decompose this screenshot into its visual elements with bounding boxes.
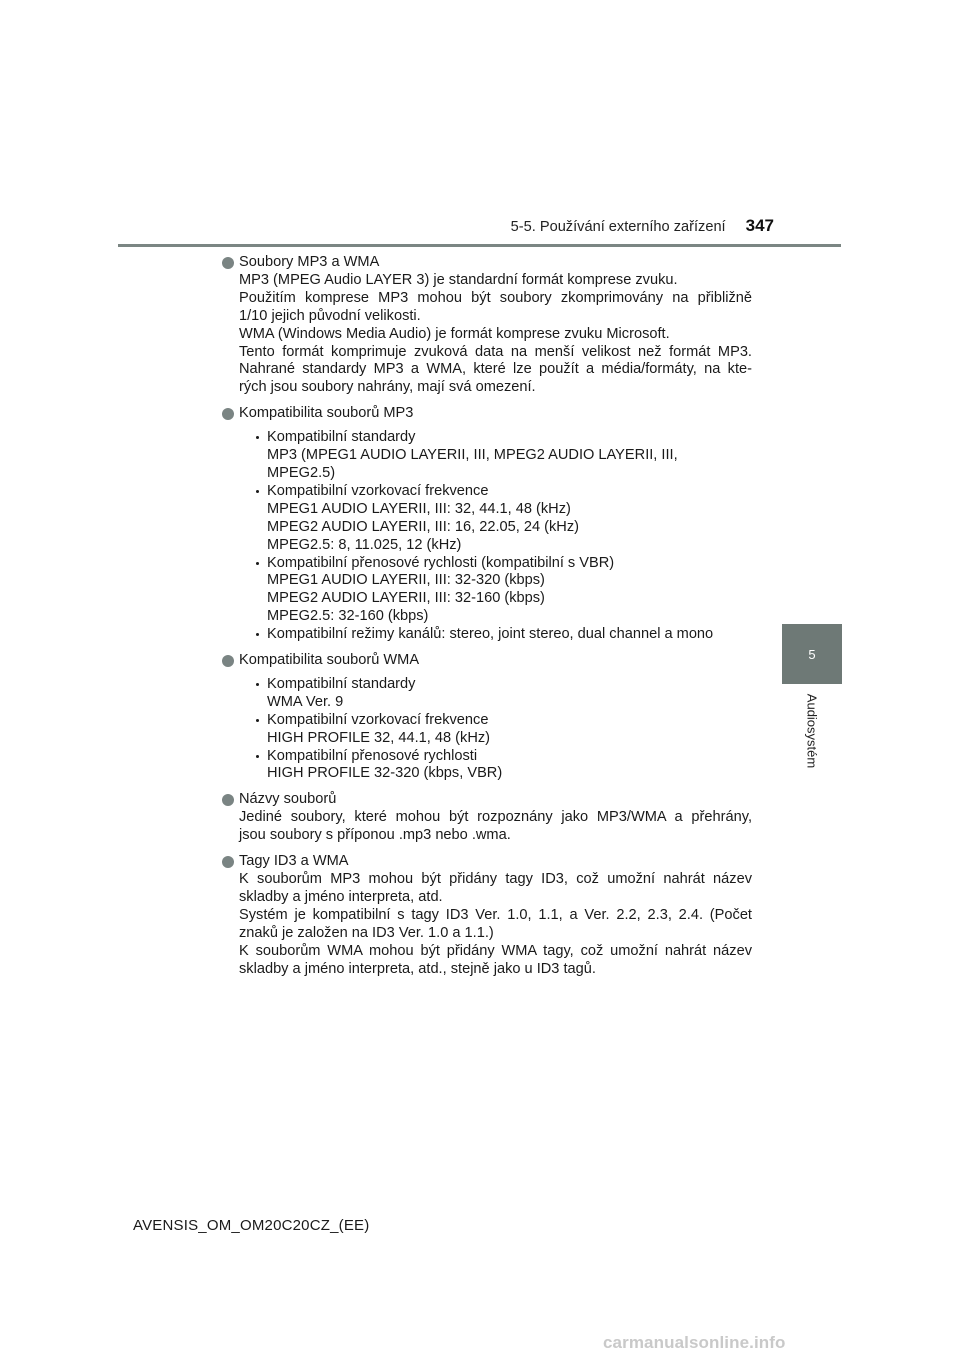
- paragraph-line: skladby a jméno interpreta, atd.: [239, 888, 443, 905]
- paragraph-line: Systém je kompatibilní s tagy ID3 Ver. 1.0, 1.1, a Ver. 2.2, 2.3, 2.4. (Počet: [239, 906, 752, 923]
- sub-bullet-icon: [256, 755, 259, 758]
- list-item: [222, 652, 752, 783]
- list-item: [222, 791, 752, 845]
- bullet-icon: [222, 794, 234, 806]
- sub-item: [239, 626, 752, 644]
- list-item: [222, 254, 752, 397]
- watermark-link[interactable]: carmanualsonline.info: [603, 1333, 786, 1352]
- chapter-number: 5: [808, 646, 816, 662]
- sub-item: [239, 712, 752, 748]
- item-title: Kompatibilita souborů WMA: [239, 652, 420, 669]
- item-title: Tagy ID3 a WMA: [239, 853, 349, 870]
- sub-list: [239, 429, 752, 644]
- sub-item-value: WMA Ver. 9: [267, 693, 344, 710]
- sub-item-label: Kompatibilní standardy: [267, 429, 416, 446]
- page-header: [480, 216, 774, 236]
- sub-item: [239, 676, 752, 712]
- sub-item-value: MPEG1 AUDIO LAYERII, III: 32, 44.1, 48 (kHz): [267, 500, 571, 517]
- list-item: [222, 853, 752, 978]
- bullet-icon: [222, 856, 234, 868]
- paragraph-line: rých jsou soubory nahrány, mají svá omezení.: [239, 379, 536, 396]
- sub-item-label: Kompatibilní režimy kanálů: stereo, joint stereo, dual channel a mono: [267, 626, 714, 643]
- main-content: [222, 254, 752, 986]
- sub-bullet-icon: [256, 683, 259, 686]
- header-divider: [118, 244, 841, 247]
- sub-item-value: MPEG2.5: 32-160 (kbps): [267, 608, 429, 625]
- item-title: Soubory MP3 a WMA: [239, 254, 380, 270]
- paragraph-line: Jediné soubory, které mohou být rozpoznány jako MP3/WMA a přehrány,: [239, 809, 752, 826]
- paragraph-line: znaků je založen na ID3 Ver. 1.0 a 1.1.): [239, 924, 494, 941]
- sub-bullet-icon: [256, 490, 259, 493]
- sub-bullet-icon: [256, 719, 259, 722]
- list-item: [222, 405, 752, 644]
- sub-item-value: MPEG2.5): [267, 464, 336, 481]
- chapter-label: Audiosystém: [804, 693, 820, 769]
- paragraph-line: jsou soubory s příponou .mp3 nebo .wma.: [239, 827, 511, 844]
- sub-item-label: Kompatibilní přenosové rychlosti (kompatibilní s VBR): [267, 554, 615, 571]
- bullet-icon: [222, 655, 234, 667]
- sub-item: [239, 555, 752, 627]
- sub-list: [239, 676, 752, 783]
- sub-item-value: MPEG1 AUDIO LAYERII, III: 32-320 (kbps): [267, 572, 545, 589]
- paragraph-line: MP3 (MPEG Audio LAYER 3) je standardní formát komprese zvuku.: [239, 271, 678, 288]
- sub-bullet-icon: [256, 633, 259, 636]
- paragraph-line: Tento formát komprimuje zvuková data na menší velikost než formát MP3.: [239, 343, 752, 360]
- page-number: 347: [745, 216, 774, 235]
- sub-bullet-icon: [256, 562, 259, 565]
- bullet-icon: [222, 257, 234, 269]
- paragraph-line: Použitím komprese MP3 mohou být soubory zkomprimovány na přibližně: [239, 289, 752, 306]
- sub-item: [239, 748, 752, 784]
- sub-item-value: MPEG2 AUDIO LAYERII, III: 16, 22.05, 24 (kHz): [267, 518, 579, 535]
- sub-item-label: Kompatibilní vzorkovací frekvence: [267, 711, 489, 728]
- sub-item-label: Kompatibilní standardy: [267, 675, 416, 692]
- sub-item-label: Kompatibilní přenosové rychlosti: [267, 747, 478, 764]
- paragraph-line: K souborům WMA mohou být přidány WMA tagy, což umožní nahrát název: [239, 942, 752, 959]
- section-title: 5-5. Používání externího zařízení: [510, 219, 726, 235]
- sub-item-value: MPEG2.5: 8, 11.025, 12 (kHz): [267, 536, 462, 553]
- sub-item-label: Kompatibilní vzorkovací frekvence: [267, 482, 489, 499]
- paragraph-line: Nahrané standardy MP3 a WMA, které lze použít a média/formáty, na kte-: [239, 361, 752, 378]
- paragraph-line: WMA (Windows Media Audio) je formát komprese zvuku Microsoft.: [239, 325, 670, 342]
- item-title: Názvy souborů: [239, 791, 337, 808]
- sub-item-value: HIGH PROFILE 32, 44.1, 48 (kHz): [267, 729, 491, 746]
- bullet-icon: [222, 408, 234, 420]
- sub-item-value: HIGH PROFILE 32-320 (kbps, VBR): [267, 765, 503, 782]
- item-title: Kompatibilita souborů MP3: [239, 405, 414, 422]
- sub-item: [239, 429, 752, 483]
- sub-item-value: MPEG2 AUDIO LAYERII, III: 32-160 (kbps): [267, 590, 545, 607]
- chapter-tab: [782, 624, 842, 684]
- sub-item-value: MP3 (MPEG1 AUDIO LAYERII, III, MPEG2 AUDIO LAYERII, III,: [267, 447, 678, 464]
- document-code: AVENSIS_OM_OM20C20CZ_(EE): [133, 1217, 370, 1234]
- paragraph-line: K souborům MP3 mohou být přidány tagy ID3, což umožní nahrát název: [239, 871, 752, 887]
- paragraph-line: skladby a jméno interpreta, atd., stejně jako u ID3 tagů.: [239, 960, 596, 977]
- sub-bullet-icon: [256, 436, 259, 439]
- paragraph-line: 1/10 jejich původní velikosti.: [239, 307, 421, 324]
- sub-item: [239, 483, 752, 555]
